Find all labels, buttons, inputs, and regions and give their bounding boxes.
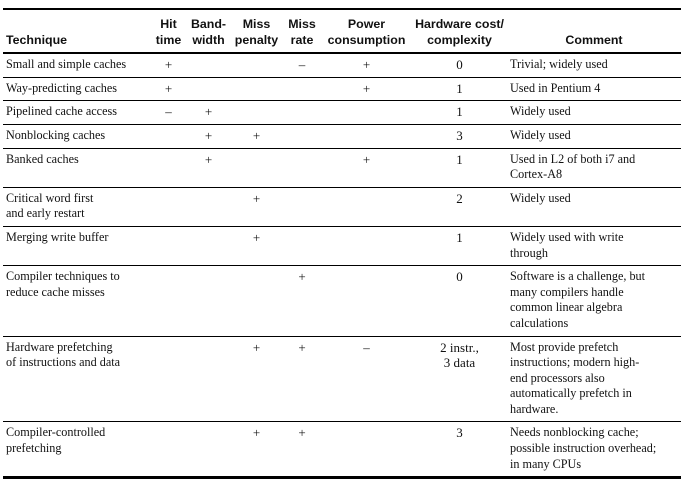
miss-rate-cell: + [283,266,321,336]
bandwidth-cell: + [187,148,230,187]
hardware-cost-cell: 1 [412,77,507,101]
table-row [3,101,681,125]
power-cell: – [321,336,412,422]
comment-cell: Software is a challenge, but many compilers handle common linear algebra calculations [507,266,681,336]
header-comment: Comment [507,9,681,53]
table-row [3,77,681,101]
hit-time-cell [150,187,187,226]
header-bandwidth: Band- width [187,9,230,53]
technique-cell: Pipelined cache access [3,101,150,125]
miss-rate-cell [283,101,321,125]
hardware-cost-cell: 3 [412,124,507,148]
technique-cell: Critical word first and early restart [3,187,150,226]
bandwidth-cell [187,422,230,478]
comment-cell: Widely used with write through [507,226,681,265]
comment-cell: Widely used [507,101,681,125]
comment-cell: Widely used [507,124,681,148]
miss-penalty-cell [230,77,283,101]
miss-rate-cell: + [283,336,321,422]
hit-time-cell [150,124,187,148]
hit-time-cell [150,266,187,336]
comment-cell: Widely used [507,187,681,226]
table-row [3,226,681,265]
header-hit-time: Hit time [150,9,187,53]
bandwidth-cell [187,336,230,422]
miss-penalty-cell [230,53,283,77]
power-cell [321,101,412,125]
miss-rate-cell [283,148,321,187]
hit-time-cell: + [150,53,187,77]
comment-cell: Used in Pentium 4 [507,77,681,101]
hit-time-cell: – [150,101,187,125]
hardware-cost-cell: 1 [412,148,507,187]
table-row [3,187,681,226]
header-miss-rate: Miss rate [283,9,321,53]
miss-rate-cell: + [283,422,321,478]
bandwidth-cell: + [187,124,230,148]
miss-penalty-cell: + [230,124,283,148]
miss-penalty-cell [230,266,283,336]
comment-cell: Used in L2 of both i7 and Cortex-A8 [507,148,681,187]
miss-penalty-cell: + [230,226,283,265]
cache-optimization-table [3,8,681,479]
technique-cell: Merging write buffer [3,226,150,265]
technique-cell: Compiler techniques to reduce cache misses [3,266,150,336]
power-cell [321,124,412,148]
technique-cell: Nonblocking caches [3,124,150,148]
power-cell: + [321,77,412,101]
table-row [3,148,681,187]
comment-cell: Needs nonblocking cache; possible instruction overhead; in many CPUs [507,422,681,478]
header-hardware-cost: Hardware cost/ complexity [412,9,507,53]
hardware-cost-cell: 0 [412,53,507,77]
miss-rate-cell: – [283,53,321,77]
hit-time-cell [150,148,187,187]
miss-rate-cell [283,187,321,226]
miss-rate-cell [283,124,321,148]
technique-cell: Compiler-controlled prefetching [3,422,150,478]
table-row [3,266,681,336]
hardware-cost-cell: 3 [412,422,507,478]
hardware-cost-cell: 2 [412,187,507,226]
hardware-cost-cell: 1 [412,226,507,265]
power-cell [321,266,412,336]
bandwidth-cell [187,187,230,226]
bandwidth-cell [187,266,230,336]
power-cell [321,226,412,265]
miss-rate-cell [283,77,321,101]
technique-cell: Way-predicting caches [3,77,150,101]
comment-cell: Most provide prefetch instructions; modern high- end processors also automatically prefetch in hardware. [507,336,681,422]
hit-time-cell: + [150,77,187,101]
power-cell [321,187,412,226]
header-row [3,9,681,53]
power-cell: + [321,148,412,187]
miss-penalty-cell [230,148,283,187]
miss-rate-cell [283,226,321,265]
table-row [3,336,681,422]
miss-penalty-cell [230,101,283,125]
bandwidth-cell [187,77,230,101]
technique-cell: Hardware prefetching of instructions and data [3,336,150,422]
miss-penalty-cell: + [230,336,283,422]
hit-time-cell [150,422,187,478]
miss-penalty-cell: + [230,422,283,478]
technique-cell: Small and simple caches [3,53,150,77]
table-row [3,124,681,148]
hit-time-cell [150,336,187,422]
comment-cell: Trivial; widely used [507,53,681,77]
miss-penalty-cell: + [230,187,283,226]
header-miss-penalty: Miss penalty [230,9,283,53]
power-cell [321,422,412,478]
technique-cell: Banked caches [3,148,150,187]
header-power-consumption: Power consumption [321,9,412,53]
hardware-cost-cell: 2 instr., 3 data [412,336,507,422]
header-technique: Technique [3,9,150,53]
bandwidth-cell [187,53,230,77]
hardware-cost-cell: 0 [412,266,507,336]
power-cell: + [321,53,412,77]
hardware-cost-cell: 1 [412,101,507,125]
bandwidth-cell [187,226,230,265]
table-row [3,53,681,77]
hit-time-cell [150,226,187,265]
table-body [3,53,681,478]
bandwidth-cell: + [187,101,230,125]
table-row [3,422,681,478]
